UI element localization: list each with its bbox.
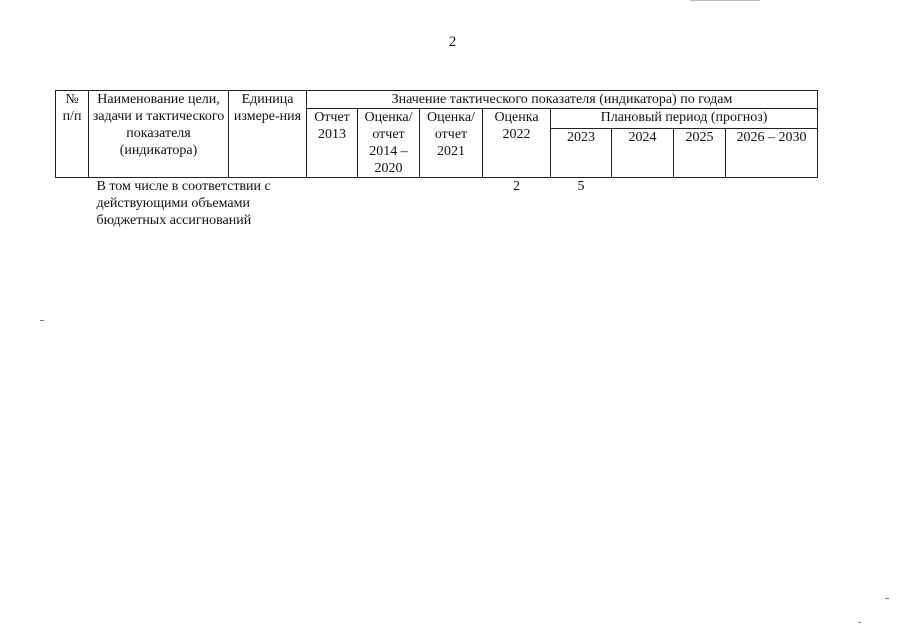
row-2025 — [674, 178, 726, 230]
header-report-2013: Отчет 2013 — [307, 109, 358, 178]
scan-mark — [40, 320, 44, 321]
header-2023: 2023 — [551, 129, 612, 178]
header-unit: Единица измере-ния — [229, 91, 307, 178]
header-est-2022: Оценка 2022 — [483, 109, 551, 178]
header-est-2021: Оценка/ отчет 2021 — [420, 109, 483, 178]
row-est-2014-2020 — [358, 178, 420, 230]
indicator-table — [55, 90, 818, 229]
header-2026-2030: 2026 – 2030 — [726, 129, 818, 178]
row-name: В том числе в соответствии с действующими объемами бюджетных ассигнований — [96, 179, 271, 228]
table-row — [56, 178, 818, 230]
scan-mark — [690, 0, 760, 1]
scan-mark — [858, 622, 861, 623]
scan-mark — [885, 598, 889, 599]
header-est-2014-2020: Оценка/ отчет 2014 – 2020 — [358, 109, 420, 178]
row-num — [56, 178, 89, 230]
page-number: 2 — [448, 34, 457, 50]
row-2024 — [612, 178, 674, 230]
row-report-2013 — [307, 178, 358, 230]
header-2025: 2025 — [674, 129, 726, 178]
row-2026-2030 — [726, 178, 818, 230]
header-name: Наименование цели, задачи и тактического показателя (индикатора) — [89, 91, 229, 178]
header-2024: 2024 — [612, 129, 674, 178]
header-group-values: Значение тактического показателя (индикатора) по годам — [307, 91, 818, 109]
row-est-2021 — [420, 178, 483, 230]
header-num: № п/п — [56, 91, 89, 178]
row-2023: 5 — [577, 179, 585, 194]
row-est-2022: 2 — [513, 179, 520, 194]
header-planned-period: Плановый период (прогноз) — [551, 109, 818, 129]
